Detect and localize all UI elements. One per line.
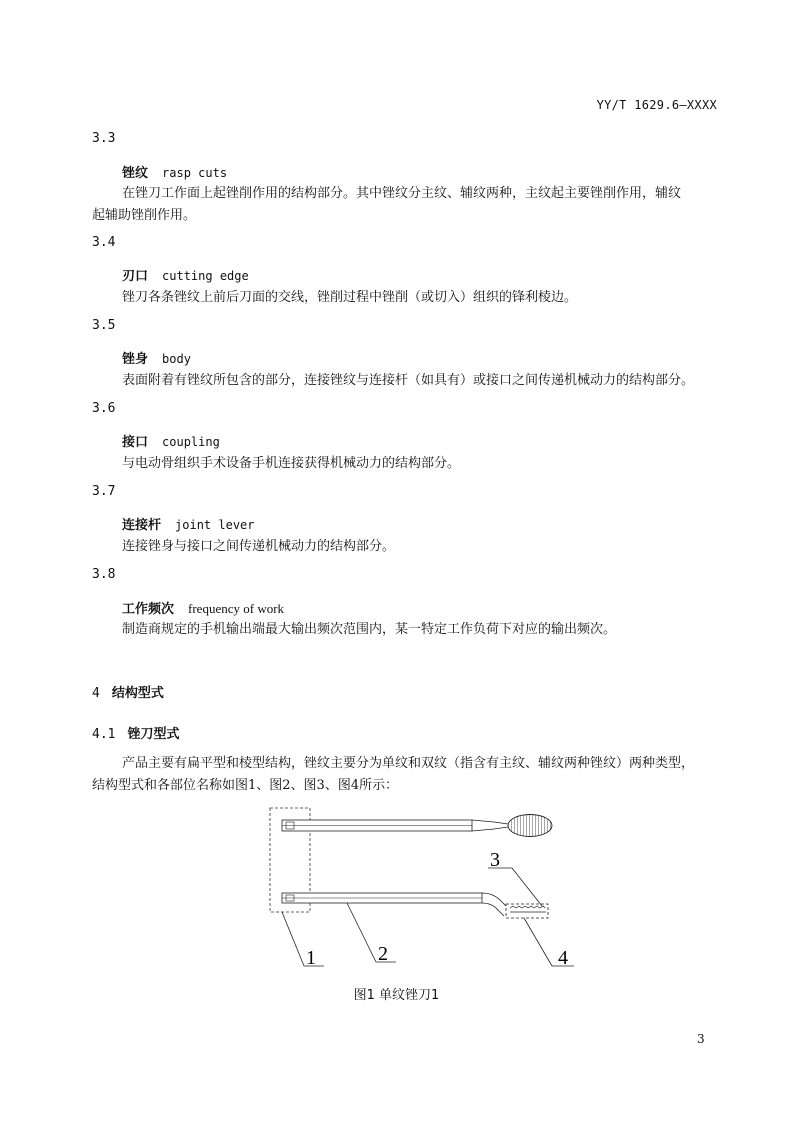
figure-label-2: 2 [378,943,388,965]
clause-number: 3.3 [92,131,116,146]
term-chinese: 锉纹 [122,166,149,181]
clause-number: 3.8 [92,567,116,582]
term-entry [122,431,220,450]
term-english: coupling [162,435,220,449]
figure-label-1: 1 [306,947,316,969]
term-english: cutting edge [162,269,249,283]
definition-line: 制造商规定的手机输出端最大输出频次范围内，某一特定工作负荷下对应的输出频次。 [122,622,617,637]
term-english: body [162,352,191,366]
definition-line: 在锉刀工作面上起锉削作用的结构部分。其中锉纹分主纹、辅纹两种，主纹起主要锉削作用，辅纹 [122,186,682,201]
term-english: joint lever [175,518,255,532]
section-title: 结构型式 [111,686,164,701]
definition-line: 表面附着有锉纹所包含的部分，连接锉纹与连接杆（如具有）或接口之间传递机械动力的结构部分。 [122,373,695,388]
term-entry [122,265,249,284]
term-entry [122,348,191,367]
subsection-title: 锉刀型式 [127,727,180,742]
section-heading [92,682,164,701]
term-chinese: 工作频次 [122,602,175,617]
figure-caption: 图1 单纹锉刀1 [353,988,440,1003]
term-chinese: 连接杆 [122,518,162,533]
definition-line: 与电动骨组织手术设备手机连接获得机械动力的结构部分。 [122,456,461,471]
definition-line: 锉刀各条锉纹上前后刀面的交线，锉削过程中锉削（或切入）组织的锋利棱边。 [122,290,578,305]
paragraph-line: 产品主要有扁平型和棱型结构，锉纹主要分为单纹和双纹（指含有主纹、辅纹两种锉纹）两种类型， [122,756,695,771]
term-english: frequency of work [188,601,285,616]
term-chinese: 刃口 [122,269,149,284]
figure-label-3: 3 [490,849,500,871]
term-english: rasp cuts [162,166,228,180]
subsection-number: 4.1 [92,727,116,742]
term-entry [122,598,284,617]
paragraph-line: 结构型式和各部位名称如图1、图2、图3、图4所示： [92,778,399,793]
subsection-heading [92,723,180,742]
definition-line: 连接锉身与接口之间传递机械动力的结构部分。 [122,539,396,554]
page-number: 3 [697,1032,705,1046]
clause-number: 3.5 [92,318,116,333]
term-entry [122,162,227,181]
rasp-figure [262,800,582,975]
clause-number: 3.7 [92,484,116,499]
document-header-id: YY/T 1629.6—XXXX [596,98,717,112]
definition-line: 起辅助锉削作用。 [92,208,197,223]
term-chinese: 接口 [122,435,149,450]
section-number: 4 [92,686,100,701]
clause-number: 3.4 [92,235,116,250]
term-entry [122,514,255,533]
clause-number: 3.6 [92,401,116,416]
bottom-rasp-drawing [282,893,548,918]
term-chinese: 锉身 [122,352,149,367]
top-rasp-drawing [282,815,552,837]
figure-label-4: 4 [558,947,568,969]
oval-rasp-head [508,815,552,837]
